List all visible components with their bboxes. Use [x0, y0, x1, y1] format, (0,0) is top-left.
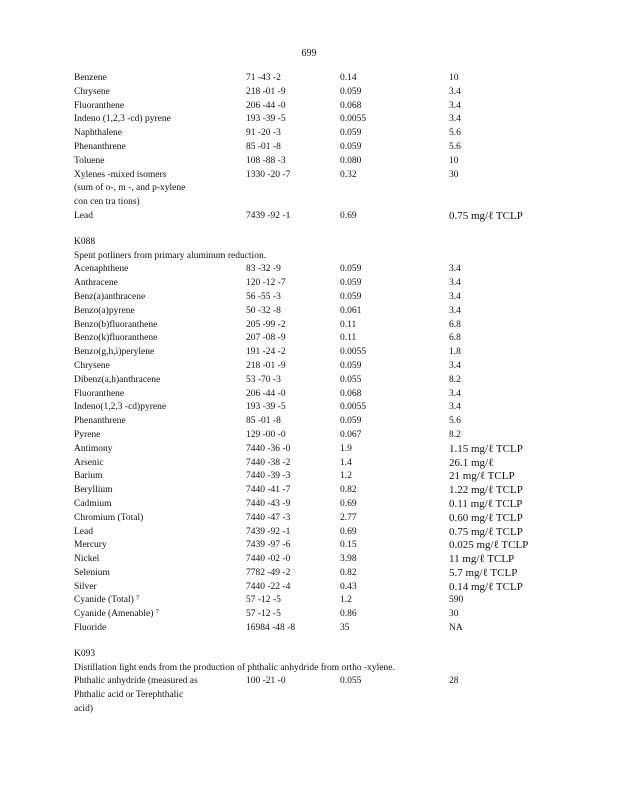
- table-row: [74, 429, 554, 443]
- cas-number: 85 -01 -8: [246, 416, 281, 427]
- constituent-name: Phenanthrene: [74, 416, 126, 427]
- table-row: [74, 608, 554, 622]
- cas-number: 7440 -39 -3: [246, 471, 291, 482]
- wastewater-value: 1.4: [340, 457, 352, 468]
- table-row: [74, 319, 554, 333]
- cas-number: 218 -01 -9: [246, 360, 286, 371]
- constituent-name: Anthracene: [74, 278, 118, 289]
- constituent-name: Barium: [74, 471, 103, 482]
- cas-number: 1330 -20 -7: [246, 169, 291, 180]
- cas-number: 7440 -02 -0: [246, 554, 291, 565]
- constituent-name: Selenium: [74, 567, 110, 578]
- nonwastewater-value: 0.11 mg/ℓ TCLP: [449, 497, 523, 510]
- wastewater-value: 0.059: [340, 141, 362, 152]
- cas-number: 85 -01 -8: [246, 141, 281, 152]
- table-row: [74, 443, 554, 457]
- table-row: [74, 169, 554, 183]
- table-row: [74, 346, 554, 360]
- cas-number: 193 -39 -5: [246, 114, 286, 125]
- wastewater-value: 0.15: [340, 540, 357, 551]
- table-row-continuation: [74, 196, 554, 210]
- constituent-name: Silver: [74, 581, 97, 592]
- wastewater-value: 0.82: [340, 567, 357, 578]
- wastewater-value: 0.059: [340, 128, 362, 139]
- cas-number: 191 -24 -2: [246, 347, 286, 358]
- constituent-name: Fluoranthene: [74, 388, 125, 399]
- constituent-name: Phthalic anhydride (measured as: [74, 676, 198, 687]
- cas-number: 57 -12 -5: [246, 595, 281, 606]
- constituent-name: Fluoranthene: [74, 100, 125, 111]
- cas-number: 206 -44 -0: [246, 100, 286, 111]
- table-row-continuation: [74, 689, 554, 703]
- document-body: [74, 72, 554, 717]
- constituent-name: Beryllium: [74, 485, 113, 496]
- cas-number: 53 -70 -3: [246, 374, 281, 385]
- table-row: [74, 127, 554, 141]
- nonwastewater-value: 30: [449, 609, 459, 620]
- wastewater-value: 0.059: [340, 291, 362, 302]
- cas-number: 206 -44 -0: [246, 388, 286, 399]
- table-row: [74, 374, 554, 388]
- wastewater-value: 0.059: [340, 278, 362, 289]
- page-number: 699: [301, 48, 317, 59]
- wastewater-value: 0.059: [340, 264, 362, 275]
- nonwastewater-value: 1.22 mg/ℓ TCLP: [449, 484, 523, 497]
- section-continuation: [74, 72, 554, 224]
- nonwastewater-value: 11 mg/ℓ TCLP: [449, 553, 515, 566]
- table-row: [74, 277, 554, 291]
- nonwastewater-value: 3.4: [449, 305, 461, 316]
- constituent-name: Acenaphthene: [74, 264, 129, 275]
- cas-number: 193 -39 -5: [246, 402, 286, 413]
- wastewater-value: 1.2: [340, 471, 352, 482]
- table-row: [74, 332, 554, 346]
- constituent-name: acid): [74, 704, 93, 715]
- table-row: [74, 539, 554, 553]
- wastewater-value: 35: [340, 623, 350, 634]
- cas-number: 50 -32 -8: [246, 305, 281, 316]
- constituent-name: Antimony: [74, 443, 113, 454]
- table-row: [74, 113, 554, 127]
- wastewater-value: 0.43: [340, 581, 357, 592]
- wastewater-value: 0.055: [340, 374, 362, 385]
- nonwastewater-value: 3.4: [449, 278, 461, 289]
- table-row: [74, 291, 554, 305]
- constituent-name: Cyanide (Amenable) ⁷: [74, 609, 160, 620]
- cas-number: 218 -01 -9: [246, 86, 286, 97]
- constituent-name: Cadmium: [74, 498, 112, 509]
- nonwastewater-value: 3.4: [449, 264, 461, 275]
- constituent-name: Benzo(a)pyrene: [74, 305, 135, 316]
- wastewater-value: 0.068: [340, 388, 362, 399]
- table-row: [74, 484, 554, 498]
- nonwastewater-value: 5.7 mg/ℓ TCLP: [449, 566, 518, 579]
- nonwastewater-value: 30: [449, 169, 459, 180]
- cas-number: 129 -00 -0: [246, 429, 286, 440]
- cas-number: 7440 -43 -9: [246, 498, 291, 509]
- waste-code: [74, 648, 554, 662]
- table-row: [74, 675, 554, 689]
- constituent-name: Nickel: [74, 554, 100, 565]
- nonwastewater-value: 3.4: [449, 360, 461, 371]
- nonwastewater-value: 6.8: [449, 333, 461, 344]
- nonwastewater-value: 590: [449, 595, 464, 606]
- wastewater-value: 0.080: [340, 155, 362, 166]
- cas-number: 71 -43 -2: [246, 73, 281, 83]
- nonwastewater-value: 21 mg/ℓ TCLP: [449, 470, 515, 483]
- constituent-name: Benzo(k)fluoranthene: [74, 333, 158, 344]
- cas-number: 205 -99 -2: [246, 319, 286, 330]
- waste-code: [74, 236, 554, 250]
- cas-number: 7440 -47 -3: [246, 512, 291, 523]
- constituent-name: Pyrene: [74, 429, 101, 440]
- table-row: [74, 581, 554, 595]
- table-row: [74, 512, 554, 526]
- cas-number: 7440 -36 -0: [246, 443, 291, 454]
- waste-description: [74, 250, 554, 264]
- wastewater-value: 0.32: [340, 169, 357, 180]
- cas-number: 120 -12 -7: [246, 278, 286, 289]
- waste-description-text: Spent potliners from primary aluminum reduction.: [74, 250, 267, 261]
- nonwastewater-value: 5.6: [449, 128, 461, 139]
- constituent-name: Indeno (1,2,3 -cd) pyrene: [74, 114, 171, 125]
- table-row: [74, 100, 554, 114]
- table-row: [74, 263, 554, 277]
- cas-number: 7439 -97 -6: [246, 540, 291, 551]
- nonwastewater-value: 8.2: [449, 374, 461, 385]
- nonwastewater-value: 3.4: [449, 100, 461, 111]
- nonwastewater-value: 26.1 mg/ℓ: [449, 456, 494, 469]
- waste-code-label: K088: [74, 236, 96, 247]
- cas-number: 16984 -48 -8: [246, 623, 296, 634]
- constituent-name: Chromium (Total): [74, 512, 144, 523]
- constituent-name: Phenanthrene: [74, 141, 126, 152]
- constituent-name: Benzo(g,h,i)perylene: [74, 347, 155, 358]
- table-row: [74, 594, 554, 608]
- constituent-name: Xylenes -mixed isomers: [74, 169, 167, 180]
- constituent-name: Arsenic: [74, 457, 104, 468]
- cas-number: 83 -32 -9: [246, 264, 281, 275]
- cas-number: 7439 -92 -1: [246, 210, 291, 221]
- wastewater-value: 0.14: [340, 73, 357, 83]
- nonwastewater-value: 0.60 mg/ℓ TCLP: [449, 511, 523, 524]
- table-row: [74, 526, 554, 540]
- nonwastewater-value: 5.6: [449, 141, 461, 152]
- waste-code-label: K093: [74, 648, 96, 659]
- nonwastewater-value: NA: [449, 623, 463, 634]
- wastewater-value: 0.061: [340, 305, 362, 316]
- constituent-name: Phthalic acid or Terephthalic: [74, 690, 184, 701]
- waste-description-text: Distillation light ends from the production of phthalic anhydride from ortho -xylene.: [74, 662, 395, 673]
- nonwastewater-value: 28: [449, 676, 459, 687]
- constituent-name: Lead: [74, 210, 93, 221]
- wastewater-value: 0.69: [340, 526, 357, 537]
- nonwastewater-value: 3.4: [449, 388, 461, 399]
- table-row: [74, 210, 554, 224]
- wastewater-value: 0.82: [340, 485, 357, 496]
- nonwastewater-value: 0.025 mg/ℓ TCLP: [449, 539, 529, 552]
- cas-number: 7440 -38 -2: [246, 457, 291, 468]
- wastewater-value: 0.059: [340, 416, 362, 427]
- nonwastewater-value: 8.2: [449, 429, 461, 440]
- waste-description: [74, 662, 554, 676]
- table-row: [74, 72, 554, 86]
- cas-number: 57 -12 -5: [246, 609, 281, 620]
- wastewater-value: 0.068: [340, 100, 362, 111]
- nonwastewater-value: 10: [449, 73, 459, 83]
- wastewater-value: 0.11: [340, 333, 357, 344]
- nonwastewater-value: 0.14 mg/ℓ TCLP: [449, 580, 523, 593]
- constituent-name: Cyanide (Total) ⁷: [74, 595, 140, 606]
- nonwastewater-value: 6.8: [449, 319, 461, 330]
- wastewater-value: 2.77: [340, 512, 357, 523]
- nonwastewater-value: 3.4: [449, 114, 461, 125]
- wastewater-value: 0.067: [340, 429, 362, 440]
- constituent-name: Chrysene: [74, 360, 110, 371]
- wastewater-value: 0.69: [340, 498, 357, 509]
- cas-number: 7440 -22 -4: [246, 581, 291, 592]
- cas-number: 7439 -92 -1: [246, 526, 291, 537]
- table-row: [74, 415, 554, 429]
- wastewater-value: 0.86: [340, 609, 357, 620]
- constituent-name: Chrysene: [74, 86, 110, 97]
- nonwastewater-value: 3.4: [449, 86, 461, 97]
- cas-number: 56 -55 -3: [246, 291, 281, 302]
- table-row: [74, 622, 554, 636]
- table-row: [74, 360, 554, 374]
- nonwastewater-value: 3.4: [449, 402, 461, 413]
- wastewater-value: 0.059: [340, 86, 362, 97]
- table-row: [74, 86, 554, 100]
- table-row: [74, 401, 554, 415]
- nonwastewater-value: 5.6: [449, 416, 461, 427]
- constituent-name: Benzo(b)fluoranthene: [74, 319, 158, 330]
- wastewater-value: 0.055: [340, 676, 362, 687]
- constituent-name: Benzene: [74, 73, 107, 83]
- constituent-name: Toluene: [74, 155, 105, 166]
- wastewater-value: 0.0055: [340, 347, 367, 358]
- wastewater-value: 1.9: [340, 443, 352, 454]
- table-row: [74, 553, 554, 567]
- table-row-continuation: [74, 703, 554, 717]
- constituent-name: Lead: [74, 526, 93, 537]
- nonwastewater-value: 3.4: [449, 291, 461, 302]
- table-row: [74, 388, 554, 402]
- wastewater-value: 1.2: [340, 595, 352, 606]
- table-row: [74, 498, 554, 512]
- table-row: [74, 567, 554, 581]
- constituent-name: Naphthalene: [74, 128, 123, 139]
- constituent-name: Fluoride: [74, 623, 107, 634]
- wastewater-value: 0.0055: [340, 114, 367, 125]
- nonwastewater-value: 0.75 mg/ℓ TCLP: [449, 525, 523, 538]
- wastewater-value: 0.11: [340, 319, 357, 330]
- constituent-name: Indeno(1,2,3 -cd)pyrene: [74, 402, 167, 413]
- wastewater-value: 0.059: [340, 360, 362, 371]
- cas-number: 108 -88 -3: [246, 155, 286, 166]
- constituent-name: Benz(a)anthracene: [74, 291, 146, 302]
- wastewater-value: 0.0055: [340, 402, 367, 413]
- constituent-name: (sum of o-, m -, and p-xylene: [74, 183, 186, 194]
- nonwastewater-value: 1.15 mg/ℓ TCLP: [449, 442, 523, 455]
- table-row: [74, 457, 554, 471]
- table-row: [74, 470, 554, 484]
- table-row-continuation: [74, 182, 554, 196]
- cas-number: 100 -21 -0: [246, 676, 286, 687]
- table-row: [74, 155, 554, 169]
- cas-number: 7440 -41 -7: [246, 485, 291, 496]
- cas-number: 207 -08 -9: [246, 333, 286, 344]
- constituent-name: Dibenz(a,h)anthracene: [74, 374, 161, 385]
- wastewater-value: 0.69: [340, 210, 357, 221]
- constituent-name: con cen tra tions): [74, 197, 140, 208]
- wastewater-value: 3.98: [340, 554, 357, 565]
- constituent-name: Mercury: [74, 540, 107, 551]
- section-k093: [74, 648, 554, 717]
- table-row: [74, 305, 554, 319]
- section-k088: [74, 236, 554, 636]
- table-row: [74, 141, 554, 155]
- nonwastewater-value: 1.8: [449, 347, 461, 358]
- cas-number: 7782 -49 -2: [246, 567, 291, 578]
- nonwastewater-value: 10: [449, 155, 459, 166]
- nonwastewater-value: 0.75 mg/ℓ TCLP: [449, 209, 523, 222]
- cas-number: 91 -20 -3: [246, 128, 281, 139]
